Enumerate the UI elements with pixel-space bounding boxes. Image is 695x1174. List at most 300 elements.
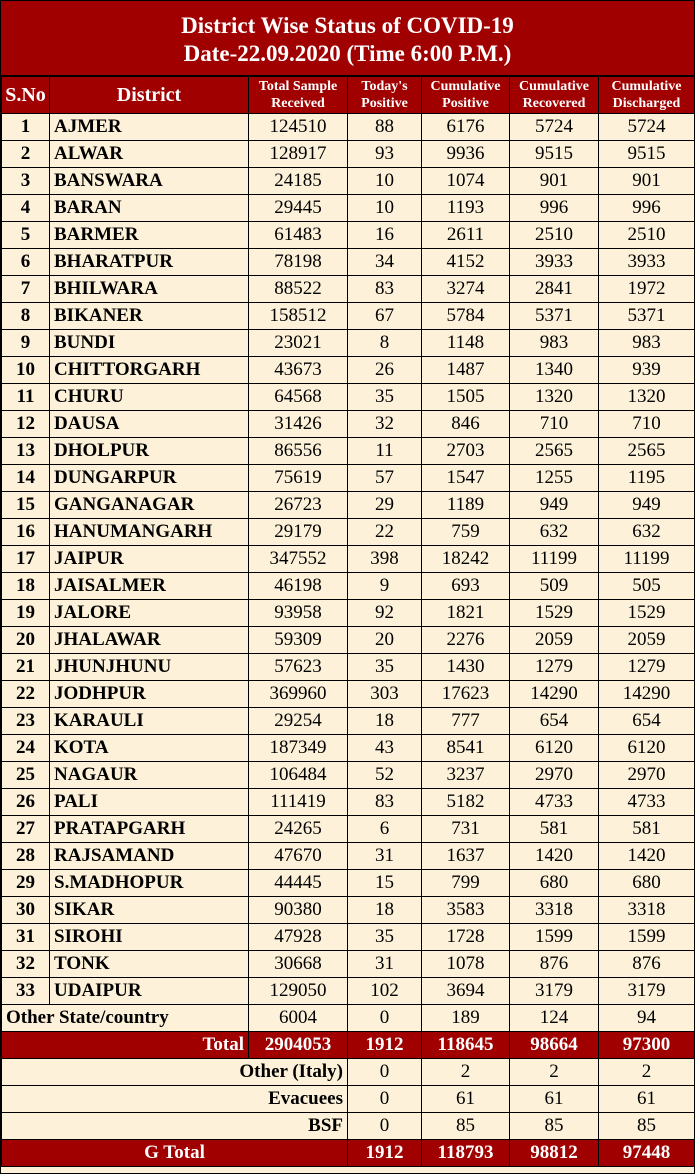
cumulative-recovered: 654 (510, 708, 599, 735)
total-sample: 24185 (249, 168, 348, 195)
extra-cumulative-recovered: 61 (510, 1086, 599, 1113)
todays-positive: 93 (348, 141, 422, 168)
cumulative-discharged: 632 (599, 519, 695, 546)
district-name: JALORE (50, 600, 249, 627)
cumulative-discharged: 5724 (599, 114, 695, 141)
serial-number: 1 (2, 114, 50, 141)
header-total-sample: Total Sample Received (249, 77, 348, 114)
total-sample: 31426 (249, 411, 348, 438)
todays-positive: 34 (348, 249, 422, 276)
cumulative-discharged: 1279 (599, 654, 695, 681)
cumulative-positive: 3694 (422, 978, 510, 1005)
serial-number: 20 (2, 627, 50, 654)
todays-positive: 11 (348, 438, 422, 465)
cumulative-discharged: 3318 (599, 897, 695, 924)
table-body (2, 114, 695, 1005)
todays-positive: 57 (348, 465, 422, 492)
table-row (2, 303, 695, 330)
serial-number: 30 (2, 897, 50, 924)
total-sample: 29445 (249, 195, 348, 222)
cumulative-recovered: 1340 (510, 357, 599, 384)
district-name: JAISALMER (50, 573, 249, 600)
total-sample: 158512 (249, 303, 348, 330)
cumulative-recovered: 5371 (510, 303, 599, 330)
todays-positive: 18 (348, 708, 422, 735)
serial-number: 24 (2, 735, 50, 762)
cumulative-recovered: 949 (510, 492, 599, 519)
extra-label: Evacuees (2, 1086, 348, 1113)
total-sample: 78198 (249, 249, 348, 276)
cumulative-discharged: 1599 (599, 924, 695, 951)
cumulative-positive: 731 (422, 816, 510, 843)
extra-cumulative-discharged: 85 (599, 1113, 695, 1140)
serial-number: 11 (2, 384, 50, 411)
grand-total-label: G Total (2, 1140, 348, 1167)
district-name: BHARATPUR (50, 249, 249, 276)
table-row (2, 357, 695, 384)
cumulative-discharged: 1195 (599, 465, 695, 492)
todays-positive: 20 (348, 627, 422, 654)
cumulative-positive: 3274 (422, 276, 510, 303)
cumulative-recovered: 1420 (510, 843, 599, 870)
table-row (2, 168, 695, 195)
serial-number: 8 (2, 303, 50, 330)
todays-positive: 22 (348, 519, 422, 546)
district-name: BHILWARA (50, 276, 249, 303)
cumulative-discharged: 939 (599, 357, 695, 384)
todays-positive: 29 (348, 492, 422, 519)
cumulative-discharged: 901 (599, 168, 695, 195)
table-row (2, 411, 695, 438)
serial-number: 26 (2, 789, 50, 816)
other-state-cumulative-recovered: 124 (510, 1005, 599, 1032)
cumulative-discharged: 505 (599, 573, 695, 600)
total-sample: 47928 (249, 924, 348, 951)
cumulative-discharged: 2565 (599, 438, 695, 465)
grand-total-cumulative-discharged: 97448 (599, 1140, 695, 1167)
cumulative-recovered: 983 (510, 330, 599, 357)
grand-total-todays-positive: 1912 (348, 1140, 422, 1167)
extra-row-bsf (2, 1113, 695, 1140)
extra-cumulative-positive: 85 (422, 1113, 510, 1140)
serial-number: 12 (2, 411, 50, 438)
extra-todays-positive: 0 (348, 1113, 422, 1140)
cumulative-discharged: 581 (599, 816, 695, 843)
cumulative-recovered: 581 (510, 816, 599, 843)
district-name: DAUSA (50, 411, 249, 438)
todays-positive: 35 (348, 924, 422, 951)
cumulative-positive: 9936 (422, 141, 510, 168)
table-row (2, 735, 695, 762)
header-district: District (50, 77, 249, 114)
total-sample: 75619 (249, 465, 348, 492)
table-row (2, 276, 695, 303)
district-name: UDAIPUR (50, 978, 249, 1005)
total-sample: 347552 (249, 546, 348, 573)
cumulative-positive: 777 (422, 708, 510, 735)
todays-positive: 88 (348, 114, 422, 141)
total-sample: 187349 (249, 735, 348, 762)
grand-total-cumulative-recovered: 98812 (510, 1140, 599, 1167)
table-row (2, 789, 695, 816)
todays-positive: 8 (348, 330, 422, 357)
cumulative-discharged: 949 (599, 492, 695, 519)
district-name: CHURU (50, 384, 249, 411)
serial-number: 21 (2, 654, 50, 681)
todays-positive: 92 (348, 600, 422, 627)
todays-positive: 26 (348, 357, 422, 384)
extra-cumulative-recovered: 2 (510, 1059, 599, 1086)
cumulative-positive: 17623 (422, 681, 510, 708)
district-name: BARAN (50, 195, 249, 222)
cumulative-positive: 2703 (422, 438, 510, 465)
todays-positive: 31 (348, 951, 422, 978)
extra-label: Other (Italy) (2, 1059, 348, 1086)
serial-number: 16 (2, 519, 50, 546)
table-row (2, 546, 695, 573)
cumulative-discharged: 654 (599, 708, 695, 735)
extra-todays-positive: 0 (348, 1086, 422, 1113)
cumulative-positive: 759 (422, 519, 510, 546)
table-row (2, 195, 695, 222)
district-name: BUNDI (50, 330, 249, 357)
cumulative-discharged: 9515 (599, 141, 695, 168)
serial-number: 27 (2, 816, 50, 843)
header-cumulative-positive: Cumulative Positive (422, 77, 510, 114)
total-cumulative-positive: 118645 (422, 1032, 510, 1059)
header-cumulative-recovered: Cumulative Recovered (510, 77, 599, 114)
table-row (2, 384, 695, 411)
total-sample: 29254 (249, 708, 348, 735)
header-todays-positive: Today's Positive (348, 77, 422, 114)
district-name: ALWAR (50, 141, 249, 168)
todays-positive: 32 (348, 411, 422, 438)
other-state-row (2, 1005, 695, 1032)
cumulative-discharged: 1320 (599, 384, 695, 411)
grand-total-row (2, 1140, 695, 1167)
cumulative-positive: 4152 (422, 249, 510, 276)
header-cumulative-discharged: Cumulative Discharged (599, 77, 695, 114)
cumulative-recovered: 2970 (510, 762, 599, 789)
cumulative-recovered: 2510 (510, 222, 599, 249)
cumulative-recovered: 1529 (510, 600, 599, 627)
district-name: CHITTORGARH (50, 357, 249, 384)
serial-number: 13 (2, 438, 50, 465)
district-name: JODHPUR (50, 681, 249, 708)
extra-cumulative-discharged: 61 (599, 1086, 695, 1113)
cumulative-positive: 1505 (422, 384, 510, 411)
cumulative-positive: 1637 (422, 843, 510, 870)
cumulative-recovered: 680 (510, 870, 599, 897)
cumulative-recovered: 876 (510, 951, 599, 978)
cumulative-positive: 1078 (422, 951, 510, 978)
cumulative-positive: 1430 (422, 654, 510, 681)
serial-number: 18 (2, 573, 50, 600)
cumulative-positive: 1193 (422, 195, 510, 222)
total-sample: 46198 (249, 573, 348, 600)
total-cumulative-recovered: 98664 (510, 1032, 599, 1059)
total-todays-positive: 1912 (348, 1032, 422, 1059)
district-name: RAJSAMAND (50, 843, 249, 870)
cumulative-discharged: 710 (599, 411, 695, 438)
serial-number: 2 (2, 141, 50, 168)
serial-number: 6 (2, 249, 50, 276)
cumulative-recovered: 4733 (510, 789, 599, 816)
cumulative-recovered: 2565 (510, 438, 599, 465)
district-name: HANUMANGARH (50, 519, 249, 546)
cumulative-recovered: 9515 (510, 141, 599, 168)
todays-positive: 35 (348, 654, 422, 681)
serial-number: 4 (2, 195, 50, 222)
total-sample: 43673 (249, 357, 348, 384)
cumulative-discharged: 3933 (599, 249, 695, 276)
serial-number: 14 (2, 465, 50, 492)
table-row (2, 114, 695, 141)
todays-positive: 67 (348, 303, 422, 330)
district-name: KARAULI (50, 708, 249, 735)
district-name: KOTA (50, 735, 249, 762)
district-name: DUNGARPUR (50, 465, 249, 492)
total-sample: 61483 (249, 222, 348, 249)
cumulative-recovered: 14290 (510, 681, 599, 708)
cumulative-recovered: 1599 (510, 924, 599, 951)
cumulative-recovered: 6120 (510, 735, 599, 762)
total-sample: 47670 (249, 843, 348, 870)
total-sample: 64568 (249, 384, 348, 411)
cumulative-positive: 6176 (422, 114, 510, 141)
district-name: JHALAWAR (50, 627, 249, 654)
district-name: PRATAPGARH (50, 816, 249, 843)
serial-number: 19 (2, 600, 50, 627)
cumulative-discharged: 14290 (599, 681, 695, 708)
cumulative-discharged: 5371 (599, 303, 695, 330)
table-row (2, 762, 695, 789)
table-row (2, 843, 695, 870)
total-sample: 26723 (249, 492, 348, 519)
table-row (2, 492, 695, 519)
cumulative-recovered: 1320 (510, 384, 599, 411)
table-row (2, 816, 695, 843)
todays-positive: 52 (348, 762, 422, 789)
extra-cumulative-discharged: 2 (599, 1059, 695, 1086)
cumulative-positive: 693 (422, 573, 510, 600)
serial-number: 9 (2, 330, 50, 357)
other-state-cumulative-discharged: 94 (599, 1005, 695, 1032)
district-name: TONK (50, 951, 249, 978)
total-sample: 29179 (249, 519, 348, 546)
district-name: DHOLPUR (50, 438, 249, 465)
total-label: Total (2, 1032, 249, 1059)
todays-positive: 83 (348, 789, 422, 816)
total-sample: 124510 (249, 114, 348, 141)
cumulative-recovered: 901 (510, 168, 599, 195)
cumulative-discharged: 680 (599, 870, 695, 897)
cumulative-positive: 3583 (422, 897, 510, 924)
extra-row-italy (2, 1059, 695, 1086)
cumulative-positive: 5784 (422, 303, 510, 330)
cumulative-positive: 1074 (422, 168, 510, 195)
cumulative-discharged: 2510 (599, 222, 695, 249)
table-row (2, 465, 695, 492)
cumulative-recovered: 5724 (510, 114, 599, 141)
district-name: JAIPUR (50, 546, 249, 573)
table-row (2, 951, 695, 978)
cumulative-discharged: 996 (599, 195, 695, 222)
todays-positive: 35 (348, 384, 422, 411)
cumulative-positive: 5182 (422, 789, 510, 816)
cumulative-positive: 1487 (422, 357, 510, 384)
serial-number: 7 (2, 276, 50, 303)
table-row (2, 438, 695, 465)
cumulative-recovered: 632 (510, 519, 599, 546)
todays-positive: 102 (348, 978, 422, 1005)
total-sample: 369960 (249, 681, 348, 708)
district-name: GANGANAGAR (50, 492, 249, 519)
todays-positive: 43 (348, 735, 422, 762)
total-sample: 44445 (249, 870, 348, 897)
cumulative-positive: 1821 (422, 600, 510, 627)
todays-positive: 398 (348, 546, 422, 573)
cumulative-recovered: 1255 (510, 465, 599, 492)
cumulative-positive: 1148 (422, 330, 510, 357)
cumulative-discharged: 11199 (599, 546, 695, 573)
extra-cumulative-recovered: 85 (510, 1113, 599, 1140)
todays-positive: 6 (348, 816, 422, 843)
table-row (2, 897, 695, 924)
extra-cumulative-positive: 61 (422, 1086, 510, 1113)
todays-positive: 16 (348, 222, 422, 249)
district-status-table (1, 76, 695, 1167)
district-name: NAGAUR (50, 762, 249, 789)
other-state-total-sample: 6004 (249, 1005, 348, 1032)
serial-number: 3 (2, 168, 50, 195)
todays-positive: 9 (348, 573, 422, 600)
report-title: District Wise Status of COVID-19 (181, 13, 514, 38)
table-row (2, 519, 695, 546)
total-sample: 111419 (249, 789, 348, 816)
serial-number: 5 (2, 222, 50, 249)
extra-cumulative-positive: 2 (422, 1059, 510, 1086)
cumulative-recovered: 1279 (510, 654, 599, 681)
total-sample: 90380 (249, 897, 348, 924)
serial-number: 15 (2, 492, 50, 519)
district-name: BIKANER (50, 303, 249, 330)
table-row (2, 708, 695, 735)
cumulative-positive: 18242 (422, 546, 510, 573)
cumulative-discharged: 6120 (599, 735, 695, 762)
total-sample: 24265 (249, 816, 348, 843)
total-sample: 86556 (249, 438, 348, 465)
cumulative-discharged: 3179 (599, 978, 695, 1005)
todays-positive: 10 (348, 168, 422, 195)
cumulative-discharged: 1420 (599, 843, 695, 870)
cumulative-recovered: 2059 (510, 627, 599, 654)
todays-positive: 31 (348, 843, 422, 870)
total-sample: 128917 (249, 141, 348, 168)
table-row (2, 870, 695, 897)
total-sample: 57623 (249, 654, 348, 681)
serial-number: 22 (2, 681, 50, 708)
cumulative-recovered: 3933 (510, 249, 599, 276)
table-row (2, 600, 695, 627)
table-row (2, 681, 695, 708)
cumulative-positive: 1728 (422, 924, 510, 951)
total-sample: 30668 (249, 951, 348, 978)
other-state-todays-positive: 0 (348, 1005, 422, 1032)
total-sample: 106484 (249, 762, 348, 789)
cumulative-recovered: 509 (510, 573, 599, 600)
serial-number: 25 (2, 762, 50, 789)
serial-number: 33 (2, 978, 50, 1005)
cumulative-recovered: 996 (510, 195, 599, 222)
cumulative-discharged: 1529 (599, 600, 695, 627)
table-header-row (2, 77, 695, 114)
other-state-label: Other State/country (2, 1005, 249, 1032)
grand-total-cumulative-positive: 118793 (422, 1140, 510, 1167)
todays-positive: 18 (348, 897, 422, 924)
table-row (2, 924, 695, 951)
table-row (2, 330, 695, 357)
extra-row-evacuees (2, 1086, 695, 1113)
header-sno: S.No (2, 77, 50, 114)
cumulative-positive: 1189 (422, 492, 510, 519)
district-name: BANSWARA (50, 168, 249, 195)
extra-label: BSF (2, 1113, 348, 1140)
cumulative-recovered: 11199 (510, 546, 599, 573)
cumulative-positive: 799 (422, 870, 510, 897)
total-row (2, 1032, 695, 1059)
serial-number: 29 (2, 870, 50, 897)
serial-number: 32 (2, 951, 50, 978)
total-sample: 2904053 (249, 1032, 348, 1059)
total-sample: 129050 (249, 978, 348, 1005)
cumulative-positive: 8541 (422, 735, 510, 762)
cumulative-positive: 3237 (422, 762, 510, 789)
district-name: S.MADHOPUR (50, 870, 249, 897)
district-name: AJMER (50, 114, 249, 141)
cumulative-positive: 1547 (422, 465, 510, 492)
todays-positive: 83 (348, 276, 422, 303)
cumulative-discharged: 2059 (599, 627, 695, 654)
total-sample: 23021 (249, 330, 348, 357)
serial-number: 23 (2, 708, 50, 735)
cumulative-recovered: 710 (510, 411, 599, 438)
title-block (1, 1, 694, 76)
cumulative-discharged: 2970 (599, 762, 695, 789)
cumulative-recovered: 2841 (510, 276, 599, 303)
district-name: BARMER (50, 222, 249, 249)
todays-positive: 10 (348, 195, 422, 222)
cumulative-positive: 2276 (422, 627, 510, 654)
extra-todays-positive: 0 (348, 1059, 422, 1086)
table-row (2, 222, 695, 249)
district-name: PALI (50, 789, 249, 816)
table-row (2, 141, 695, 168)
cumulative-positive: 846 (422, 411, 510, 438)
cumulative-recovered: 3318 (510, 897, 599, 924)
todays-positive: 303 (348, 681, 422, 708)
cumulative-discharged: 1972 (599, 276, 695, 303)
serial-number: 31 (2, 924, 50, 951)
district-name: JHUNJHUNU (50, 654, 249, 681)
todays-positive: 15 (348, 870, 422, 897)
cumulative-recovered: 3179 (510, 978, 599, 1005)
cumulative-discharged: 876 (599, 951, 695, 978)
total-sample: 59309 (249, 627, 348, 654)
table-row (2, 627, 695, 654)
report-date: Date-22.09.2020 (Time 6:00 P.M.) (183, 41, 512, 66)
serial-number: 10 (2, 357, 50, 384)
